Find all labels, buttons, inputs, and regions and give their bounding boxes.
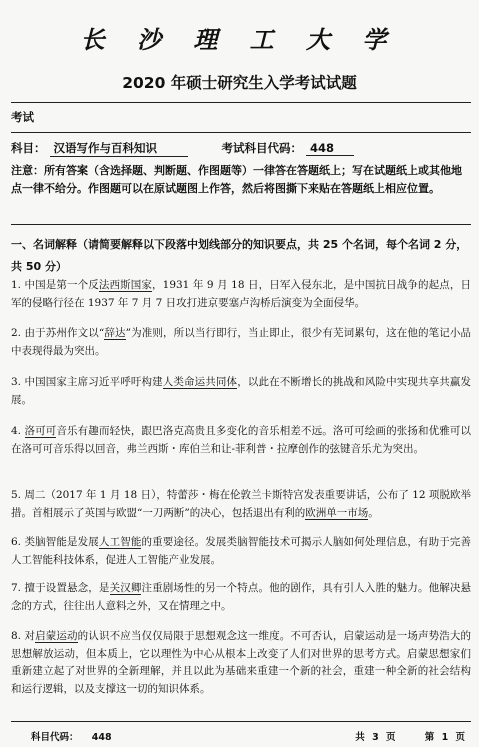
subject-code-label: 考试科目代码： <box>221 141 303 155</box>
divider <box>11 224 471 225</box>
list-item: 5. 周二（2017 年 1 月 18 日），特蕾莎・梅在伦敦兰卡斯特宫发表重要讲话，公布了 12 项脱欧举措。首相展示了英国与欧盟“一刀两断”的决心，包括退出有利的欧洲单一市场。 <box>11 489 471 519</box>
divider <box>11 721 471 722</box>
divider <box>11 132 471 133</box>
term: 法西斯国家 <box>98 279 153 291</box>
list-item: 8. 对启蒙运动的认识不应当仅仅局限于思想观念这一维度。不可否认，启蒙运动是一场声势浩大的思想解放运动，但本质上，它以理性为中心从根本上改变了人们对世界的思考方式。启蒙思想家们重新建立起了对世界的全新理解，并且以此为基础来重建一个新的社会，重建一种全新的社会结构和运行逻辑，以及支撑这一切的知识体系。 <box>11 630 472 695</box>
list-item: 2. 由于苏州作文以“辞达”为准则，所以当行即行，当止即止，很少有芜词累句，这在他的笔记小品中表现得最为突出。 <box>11 327 472 357</box>
list-item: 4. 洛可可音乐有趣而轻快，跟巴洛克高贵且多变化的音乐相差不远。洛可可绘画的张扬和优雅可以在洛可可音乐得以回音，弗兰西斯・库伯兰和让-菲利普・拉摩创作的弦键音乐尤为突出。 <box>11 425 472 455</box>
term: 关汉卿 <box>109 582 142 594</box>
term: 人工智能 <box>98 536 142 548</box>
page-number: 第 1 页 <box>424 732 465 743</box>
subject-code: 448 <box>306 141 354 156</box>
list-item: 1. 中国是第一个反法西斯国家，1931 年 9 月 18 日，日军入侵东北，是中国抗日战争的起点，日军的侵略行径在 1937 年 7 月 7 日攻打进京要塞卢沟桥后演变为全面侵华。 <box>11 279 472 309</box>
exam-label: 考试 <box>11 110 34 124</box>
subject-name: 汉语写作与百科知识 <box>50 140 188 157</box>
list-item: 7. 擅于设置悬念，是关汉卿注重剧场性的另一个特点。他的剧作，具有引人入胜的魅力。他解决悬念的方式，往往出人意料之外，又在情理之中。 <box>11 582 472 612</box>
term: 辞达 <box>104 327 126 339</box>
term: 人类命运共同体 <box>162 376 238 388</box>
term: 欧洲单一市场 <box>305 506 369 519</box>
term: 洛可可 <box>24 425 57 437</box>
section-heading: 一、名词解释（请简要解释以下段落中划线部分的知识要点，共 25 个名词，每个名词 2 分，共 50 分） <box>11 238 468 273</box>
footer-code-label: 科目代码： <box>31 732 79 743</box>
subject-row <box>11 140 471 157</box>
notice: 注意：所有答案（含选择题、判断题、作图题等）一律答在答题纸上；写在试题纸上或其他地点一律不给分。作图题可以在原试题图上作答，然后将图撕下来贴在答题纸上相应位置。 <box>11 164 462 195</box>
list-item: 6. 类脑智能是发展人工智能的重要途径。发展类脑智能技术可揭示人脑如何处理信息，有助于完善人工智能科技体系，促进人工智能产业发展。 <box>11 536 472 566</box>
subject-label: 科目： <box>11 141 46 155</box>
divider <box>11 102 471 103</box>
list-item: 3. 中国国家主席习近平呼吁构建人类命运共同体，以此在不断增长的挑战和风险中实现共享共赢发展。 <box>11 376 472 406</box>
page-count: 共 3 页 <box>355 732 396 743</box>
term: 启蒙运动 <box>35 630 78 642</box>
university-name: 长 沙 理 工 大 学 <box>80 25 399 54</box>
exam-title: 2020 年硕士研究生入学考试试题 <box>122 74 357 92</box>
footer-code: 448 <box>91 732 112 743</box>
